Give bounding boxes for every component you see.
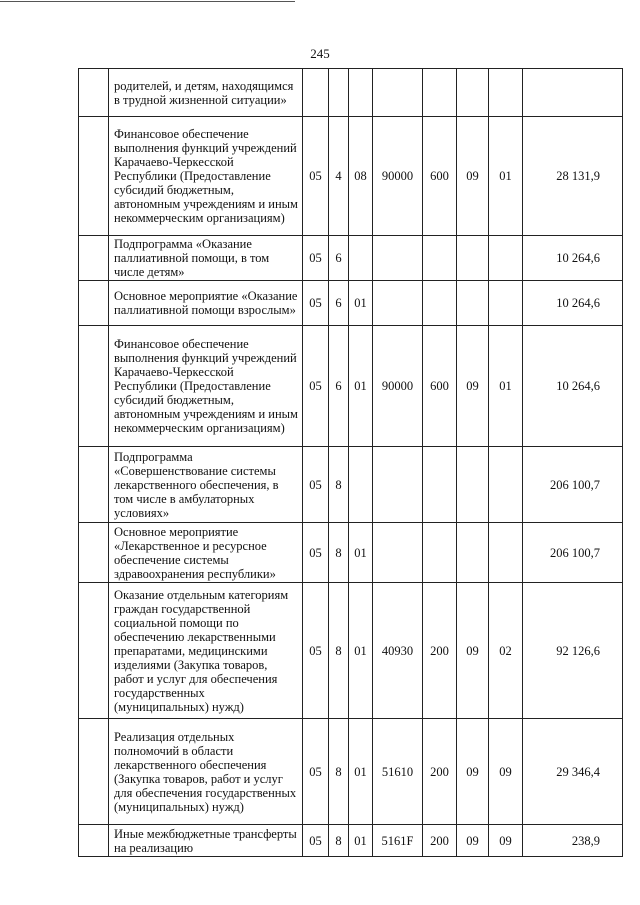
code-cell: 4 <box>329 117 349 236</box>
code-cell: 01 <box>489 326 523 447</box>
row-number-cell <box>79 69 109 117</box>
table-row <box>79 825 623 857</box>
code-cell: 09 <box>457 719 489 825</box>
code-cell <box>457 236 489 281</box>
code-cell <box>349 69 373 117</box>
code-cell <box>423 69 457 117</box>
table-row <box>79 117 623 236</box>
code-cell: 01 <box>349 719 373 825</box>
amount-cell: 28 131,9 <box>523 117 623 236</box>
row-description: Реализация отдельных полномочий в области лекарственного обеспечения (Закупка товаров, работ и услуг для обеспечения государственных (муниципальных) нужд) <box>109 719 303 825</box>
code-cell <box>423 447 457 523</box>
code-cell <box>329 69 349 117</box>
code-cell <box>489 69 523 117</box>
row-number-cell <box>79 523 109 583</box>
code-cell: 200 <box>423 583 457 719</box>
code-cell: 01 <box>489 117 523 236</box>
code-cell: 09 <box>457 825 489 857</box>
code-cell: 600 <box>423 117 457 236</box>
code-cell <box>349 236 373 281</box>
row-description: Финансовое обеспечение выполнения функций учреждений Карачаево-Черкесской Республики (Предоставление субсидий бюджетным, автономным учреждениям и иным некоммерческим организациям) <box>109 117 303 236</box>
code-cell: 200 <box>423 825 457 857</box>
code-cell <box>457 447 489 523</box>
code-cell: 8 <box>329 825 349 857</box>
code-cell: 51610 <box>373 719 423 825</box>
table-row <box>79 447 623 523</box>
row-description: Подпрограмма «Совершенствование системы лекарственного обеспечения, в том числе в амбулаторных условиях» <box>109 447 303 523</box>
amount-cell: 10 264,6 <box>523 236 623 281</box>
code-cell: 01 <box>349 825 373 857</box>
budget-table <box>78 68 623 857</box>
table-row <box>79 236 623 281</box>
amount-cell <box>523 69 623 117</box>
code-cell <box>457 523 489 583</box>
row-description: Оказание отдельным категориям граждан государственной социальной помощи по обеспечению лекарственными препаратами, медицинскими изделиями (Закупка товаров, работ и услуг для обеспечения государственных (муниципальных) нужд) <box>109 583 303 719</box>
row-description: Иные межбюджетные трансферты на реализацию <box>109 825 303 857</box>
row-number-cell <box>79 326 109 447</box>
row-number-cell <box>79 583 109 719</box>
code-cell: 09 <box>457 583 489 719</box>
code-cell <box>489 447 523 523</box>
row-number-cell <box>79 236 109 281</box>
row-description: Основное мероприятие «Оказание паллиативной помощи взрослым» <box>109 281 303 326</box>
top-rule <box>0 1 295 2</box>
code-cell: 05 <box>303 523 329 583</box>
code-cell <box>373 236 423 281</box>
row-number-cell <box>79 825 109 857</box>
code-cell <box>489 281 523 326</box>
code-cell: 6 <box>329 236 349 281</box>
code-cell: 90000 <box>373 326 423 447</box>
code-cell: 01 <box>349 523 373 583</box>
code-cell: 05 <box>303 447 329 523</box>
code-cell <box>457 69 489 117</box>
code-cell: 09 <box>457 117 489 236</box>
page-number: 245 <box>310 46 330 61</box>
code-cell: 01 <box>349 583 373 719</box>
code-cell <box>423 523 457 583</box>
code-cell: 01 <box>349 326 373 447</box>
row-number-cell <box>79 117 109 236</box>
table-row <box>79 69 623 117</box>
code-cell <box>373 447 423 523</box>
row-number-cell <box>79 447 109 523</box>
code-cell <box>489 523 523 583</box>
amount-cell: 29 346,4 <box>523 719 623 825</box>
code-cell <box>373 69 423 117</box>
code-cell <box>349 447 373 523</box>
code-cell: 8 <box>329 583 349 719</box>
table-row <box>79 326 623 447</box>
code-cell: 5161F <box>373 825 423 857</box>
amount-cell: 206 100,7 <box>523 523 623 583</box>
code-cell: 6 <box>329 281 349 326</box>
code-cell: 6 <box>329 326 349 447</box>
code-cell: 05 <box>303 326 329 447</box>
row-number-cell <box>79 719 109 825</box>
code-cell: 40930 <box>373 583 423 719</box>
code-cell: 200 <box>423 719 457 825</box>
code-cell: 01 <box>349 281 373 326</box>
code-cell: 09 <box>489 825 523 857</box>
code-cell: 09 <box>489 719 523 825</box>
code-cell: 05 <box>303 719 329 825</box>
code-cell: 05 <box>303 281 329 326</box>
table-row <box>79 523 623 583</box>
amount-cell: 10 264,6 <box>523 281 623 326</box>
code-cell: 8 <box>329 447 349 523</box>
row-description: Основное мероприятие «Лекарственное и ресурсное обеспечение системы здравоохранения республики» <box>109 523 303 583</box>
code-cell <box>457 281 489 326</box>
code-cell <box>373 523 423 583</box>
code-cell: 05 <box>303 117 329 236</box>
code-cell: 05 <box>303 583 329 719</box>
code-cell: 05 <box>303 236 329 281</box>
code-cell: 600 <box>423 326 457 447</box>
code-cell: 09 <box>457 326 489 447</box>
code-cell: 08 <box>349 117 373 236</box>
amount-cell: 206 100,7 <box>523 447 623 523</box>
row-description: родителей, и детям, находящимся в трудной жизненной ситуации» <box>109 69 303 117</box>
code-cell: 90000 <box>373 117 423 236</box>
code-cell <box>373 281 423 326</box>
table-row <box>79 719 623 825</box>
amount-cell: 238,9 <box>523 825 623 857</box>
row-description: Финансовое обеспечение выполнения функций учреждений Карачаево-Черкесской Республики (Предоставление субсидий бюджетным, автономным учреждениям и иным некоммерческим организациям) <box>109 326 303 447</box>
code-cell: 8 <box>329 523 349 583</box>
code-cell: 02 <box>489 583 523 719</box>
table-row <box>79 281 623 326</box>
table-row <box>79 583 623 719</box>
code-cell <box>489 236 523 281</box>
code-cell <box>423 236 457 281</box>
amount-cell: 10 264,6 <box>523 326 623 447</box>
row-description: Подпрограмма «Оказание паллиативной помощи, в том числе детям» <box>109 236 303 281</box>
code-cell <box>423 281 457 326</box>
row-number-cell <box>79 281 109 326</box>
code-cell <box>303 69 329 117</box>
code-cell: 05 <box>303 825 329 857</box>
amount-cell: 92 126,6 <box>523 583 623 719</box>
code-cell: 8 <box>329 719 349 825</box>
